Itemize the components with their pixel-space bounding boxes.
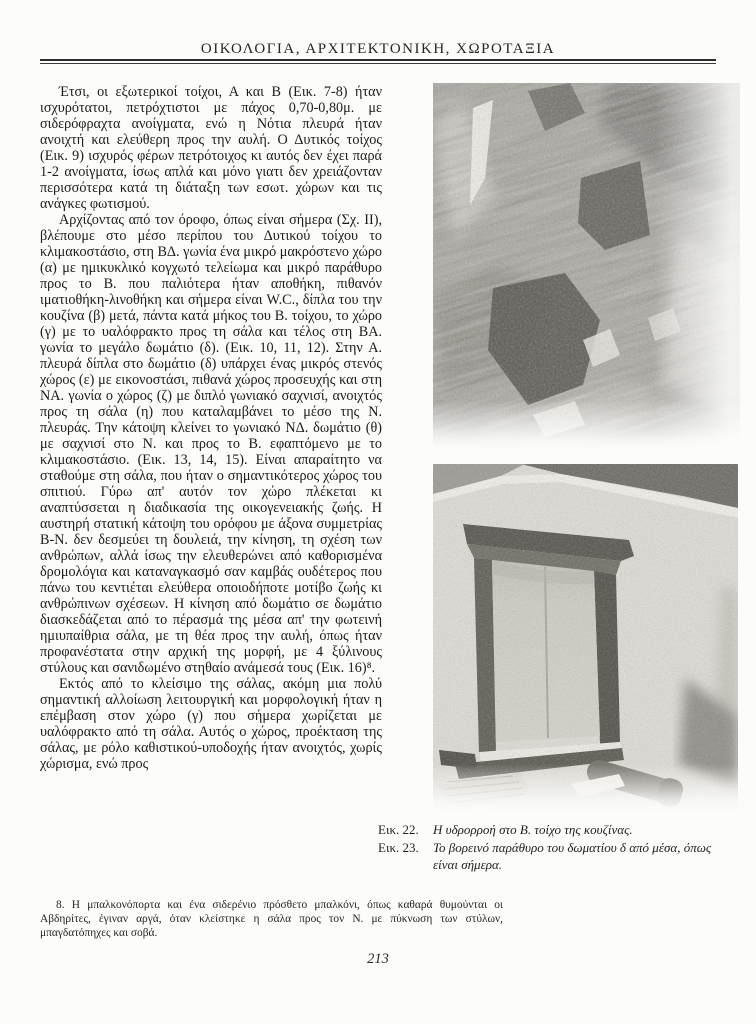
stone-wall-photo [433,83,740,450]
running-head [40,40,716,58]
caption-text: Η υδρορροή στο Β. τοίχο της κουζίνας. [433,822,633,837]
caption-text: Το βορεινό παράθυρο του δωματίου δ από μέσα, όπως είναι σήμερα. [433,839,712,872]
header-divider [40,59,716,64]
footnote-text: 8. Η μπαλκονόπορτα και ένα σιδερένιο πρόσθετο μπαλκόνι, όπως καθαρά θυμούνται οι Αβδηρίτες, έγιναν αργά, όταν κλείστηκε η σάλα προς τον Ν. με πύκνωση των στύλων, μπαγδατόπηχες και σοβά. [40,899,503,939]
window-interior-photo [433,464,738,812]
caption-fig-22 [378,821,738,839]
page-title: ΟΙΚΟΛΟΓΙΑ, ΑΡΧΙΤΕΚΤΟΝΙΚΗ, ΧΩΡΟΤΑΞΙΑ [200,41,556,57]
paragraph: Αρχίζοντας από τον όροφο, όπως είναι σήμερα (Σχ. ΙΙ), βλέπουμε στο μέσο περίπου του Δυτικού τοίχου το κλιμακοστάσιο, στη ΒΔ. γωνία ένα μικρό μακρόστενο χώρο (α) με ημικυκλικό κογχωτό τελείωμα και μικρό παράθυρο προς το Β. που παλιότερα ήταν αποθήκη, πιθανόν ιματιοθήκη-λινοθήκη και σήμερα είναι W.C., δίπλα του την κουζίνα (β) μετά, πάντα κατά μήκος του Β. τοίχου, το χώρο (γ) με το υαλόφρακτο προς τη σάλα και τέλος στη ΒΑ. γωνία το μεγάλο δωμάτιο (δ). (Εικ. 10, 11, 12). Στην Α. πλευρά δίπλα στο δωμάτιο (δ) υπάρχει ένας μικρός στενός χώρος (ε) με εικονοστάσι, πιθανά χώρος προσευχής και στη ΝΑ. γωνία ο χώρος (ζ) με διπλό γωνιακό σαχνισί, ανοιχτός προς τη σάλα (η) που καταλαμβάνει το μέσο της Ν. πλευράς. Την κάτοψη κλείνει το γωνιακό ΝΔ. δωμάτιο (θ) με σαχνισί στο Ν. και προς το Β. εφαπτόμενο με το κλιμακοστάσιο. (Εικ. 13, 14, 15). Είναι απαραίτητο να σταθούμε στη σάλα, που ήταν ο σημαντικότερος χώρος του σπιτιού. Γύρω απ' αυτόν τον χώρο πλέκεται κι αναπτύσσεται η διαδικασία της οικογενειακής ζωής. Η αυστηρή στατική κάτοψη του ορόφου με άξονα συμμετρίας Β-Ν. δεν δεσμεύει τη δουλειά, την κίνηση, τη σχέση των ανθρώπων, αλλά ίσως την ελευθερώνει από καθορισμένα δρομολόγια και καταναγκασμό σαν καμβάς ουδέτερος που πάνω του κεντιέται ελεύθερα οποιοδήποτε μοτίβο ζωής κι ανθρώπινων σχέσεων. Η κίνηση από δωμάτιο σε δωμάτιο διασκεδάζεται από το πέρασμά της μέσα απ' την φωτεινή ημιυπαίθρια σάλα, με τη θέα προς την αυλή, όπως ήταν προφανέστατα στην αρχική της μορφή, με 4 ξύλινους στύλους και σανιδωμένο στηθαίο ανάμεσά τους (Εικ. 16)⁸. [40,212,382,676]
caption-label: Εικ. 23. [378,839,419,855]
body-text-column [40,84,382,866]
figure-captions [378,821,738,874]
paragraph: Έτσι, οι εξωτερικοί τοίχοι, Α και Β (Εικ. 7-8) ήταν ισχυρότατοι, πετρόχτιστοι με πάχος 0,70-0,80μ. με σιδερόφραχτα ανοίγματα, ενώ η Νότια πλευρά ήταν ανοιχτή και ελεύθερη προς την αυλή. Ο Δυτικός τοίχος (Εικ. 9) ισχυρός φέρων πετρότοιχος κι αυτός δεν έχει παρά 1-2 ανοίγματα, ίσως απλά και μόνο γιατι δεν χρειάζονταν περισσότερα κατά τη διάταξη των εσωτ. χώρων και τις ανάγκες φωτισμού. [40,84,382,212]
caption-fig-23 [378,839,738,874]
footnote [40,899,503,940]
caption-label: Εικ. 22. [378,822,419,837]
paragraph: Εκτός από το κλείσιμο της σάλας, ακόμη μια πολύ σημαντική αλλοίωση λειτουργική και μορφολογική ήταν η επέμβαση στον χώρο (γ) που σήμερα χωρίζεται με υαλόφρακτο από τη σάλα. Αυτός ο χώρος, προέκταση της σάλας, με ρόλο καθιστικού-υποδοχής ήταν ανοιχτός, χωρίς χώρισμα, ενώ προς [40,676,382,772]
page-number: 213 [367,951,389,967]
